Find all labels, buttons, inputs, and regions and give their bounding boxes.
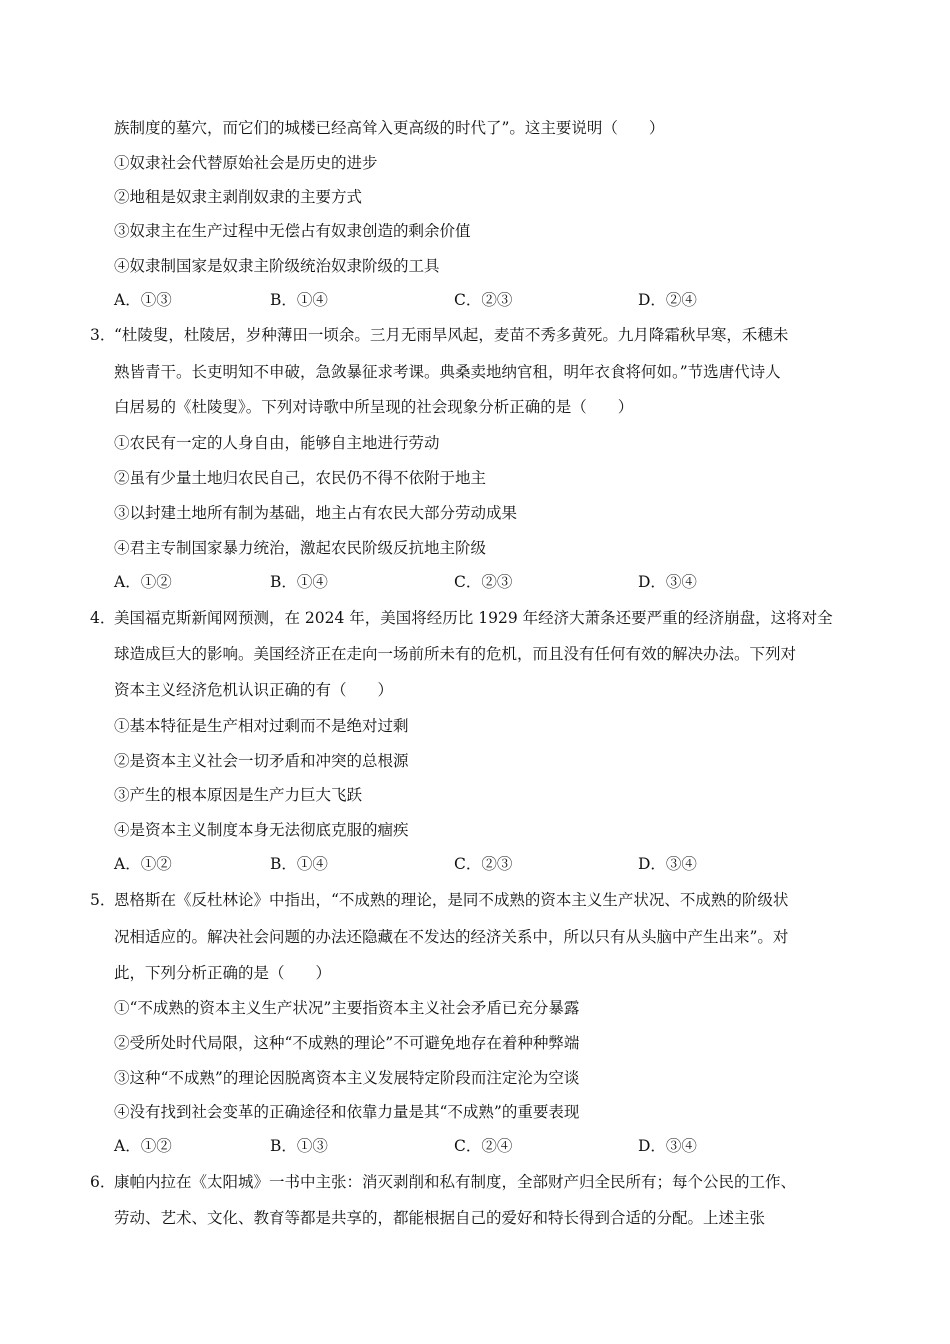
q6-stem-line-1: 康帕内拉在《太阳城》一书中主张：消灭剥削和私有制度，全部财产归全民所有；每个公民的工作、 <box>114 1173 797 1191</box>
q4-number: 4． <box>90 609 116 627</box>
q5-stem-line-2: 况相适应的。解决社会问题的办法还隐藏在不发达的经济关系中，所以只有从头脑中产生出来”。对 <box>114 928 789 946</box>
q2-option-c: C．②③ <box>454 291 513 309</box>
q2-option-a: A．①③ <box>114 291 172 309</box>
q5-option-a: A．①② <box>114 1137 172 1155</box>
q3-stem-line-3: 白居易的《杜陵叟》。下列对诗歌中所呈现的社会现象分析正确的是（ ） <box>114 398 634 416</box>
q3-option-c: C．②③ <box>454 573 513 591</box>
q5-stem-line-3: 此，下列分析正确的是（ ） <box>114 964 332 982</box>
q5-options <box>114 1135 814 1157</box>
q6-number: 6． <box>90 1173 116 1191</box>
q4-stem-line-3: 资本主义经济危机认识正确的有（ ） <box>114 681 394 699</box>
q5-stem-line-1: 恩格斯在《反杜林论》中指出，“不成熟的理论，是同不成熟的资本主义生产状况、不成熟的阶级状 <box>114 891 789 909</box>
q4-statement-2: ②是资本主义社会一切矛盾和冲突的总根源 <box>114 752 409 770</box>
q4-stem-line-1: 美国福克斯新闻网预测，在 2024 年，美国将经历比 1929 年经济大萧条还要严重的经济崩盘，这将对全 <box>114 609 833 627</box>
q6-stem-line-2: 劳动、艺术、文化、教育等都是共享的，都能根据自己的爱好和特长得到合适的分配。上述主张 <box>114 1209 766 1227</box>
q4-statement-4: ④是资本主义制度本身无法彻底克服的痼疾 <box>114 821 409 839</box>
q3-statement-4: ④君主专制国家暴力统治，激起农民阶级反抗地主阶级 <box>114 539 487 557</box>
q4-option-c: C．②③ <box>454 855 513 873</box>
q5-number: 5． <box>90 891 116 909</box>
q3-number: 3． <box>90 326 116 344</box>
q4-statement-3: ③产生的根本原因是生产力巨大飞跃 <box>114 786 363 804</box>
q3-stem-line-2: 熟皆青干。长吏明知不申破，急敛暴征求考课。典桑卖地纳官租，明年衣食将何如。”节选唐代诗人 <box>114 363 781 381</box>
q3-statement-3: ③以封建土地所有制为基础，地主占有农民大部分劳动成果 <box>114 504 518 522</box>
q3-statement-1: ①农民有一定的人身自由，能够自主地进行劳动 <box>114 434 440 452</box>
q5-statement-2: ②受所处时代局限，这种“不成熟的理论”不可避免地存在着种种弊端 <box>114 1034 580 1052</box>
q2-statement-4: ④奴隶制国家是奴隶主阶级统治奴隶阶级的工具 <box>114 257 440 275</box>
q2-option-d: D．②④ <box>638 291 697 309</box>
q5-statement-4: ④没有找到社会变革的正确途径和依靠力量是其“不成熟”的重要表现 <box>114 1103 580 1121</box>
q2-option-b: B．①④ <box>270 291 328 309</box>
q3-stem-line-1: “杜陵叟，杜陵居，岁种薄田一顷余。三月无雨旱风起，麦苗不秀多黄死。九月降霜秋早寒，禾穗未 <box>114 326 789 344</box>
q4-option-d: D．③④ <box>638 855 697 873</box>
q4-stem-line-2: 球造成巨大的影响。美国经济正在走向一场前所未有的危机，而且没有任何有效的解决办法。下列对 <box>114 645 797 663</box>
q2-statement-2: ②地租是奴隶主剥削奴隶的主要方式 <box>114 188 363 206</box>
q4-option-a: A．①② <box>114 855 172 873</box>
q3-options <box>114 571 814 593</box>
q5-option-b: B．①③ <box>270 1137 328 1155</box>
q2-statement-1: ①奴隶社会代替原始社会是历史的进步 <box>114 154 378 172</box>
q2-statement-3: ③奴隶主在生产过程中无偿占有奴隶创造的剩余价值 <box>114 222 471 240</box>
q5-option-c: C．②④ <box>454 1137 513 1155</box>
q3-option-b: B．①④ <box>270 573 328 591</box>
q3-statement-2: ②虽有少量土地归农民自己，农民仍不得不依附于地主 <box>114 469 487 487</box>
q5-option-d: D．③④ <box>638 1137 697 1155</box>
q5-statement-1: ①“不成熟的资本主义生产状况”主要指资本主义社会矛盾已充分暴露 <box>114 999 580 1017</box>
q2-stem-line: 族制度的墓穴，而它们的城楼已经高耸入更高级的时代了”。这主要说明（ ） <box>114 119 665 137</box>
q4-option-b: B．①④ <box>270 855 328 873</box>
q3-option-d: D．③④ <box>638 573 697 591</box>
q5-statement-3: ③这种“不成熟”的理论因脱离资本主义发展特定阶段而注定沦为空谈 <box>114 1069 580 1087</box>
q3-option-a: A．①② <box>114 573 172 591</box>
q4-statement-1: ①基本特征是生产相对过剩而不是绝对过剩 <box>114 717 409 735</box>
q2-options <box>114 289 814 311</box>
q4-options <box>114 853 814 875</box>
